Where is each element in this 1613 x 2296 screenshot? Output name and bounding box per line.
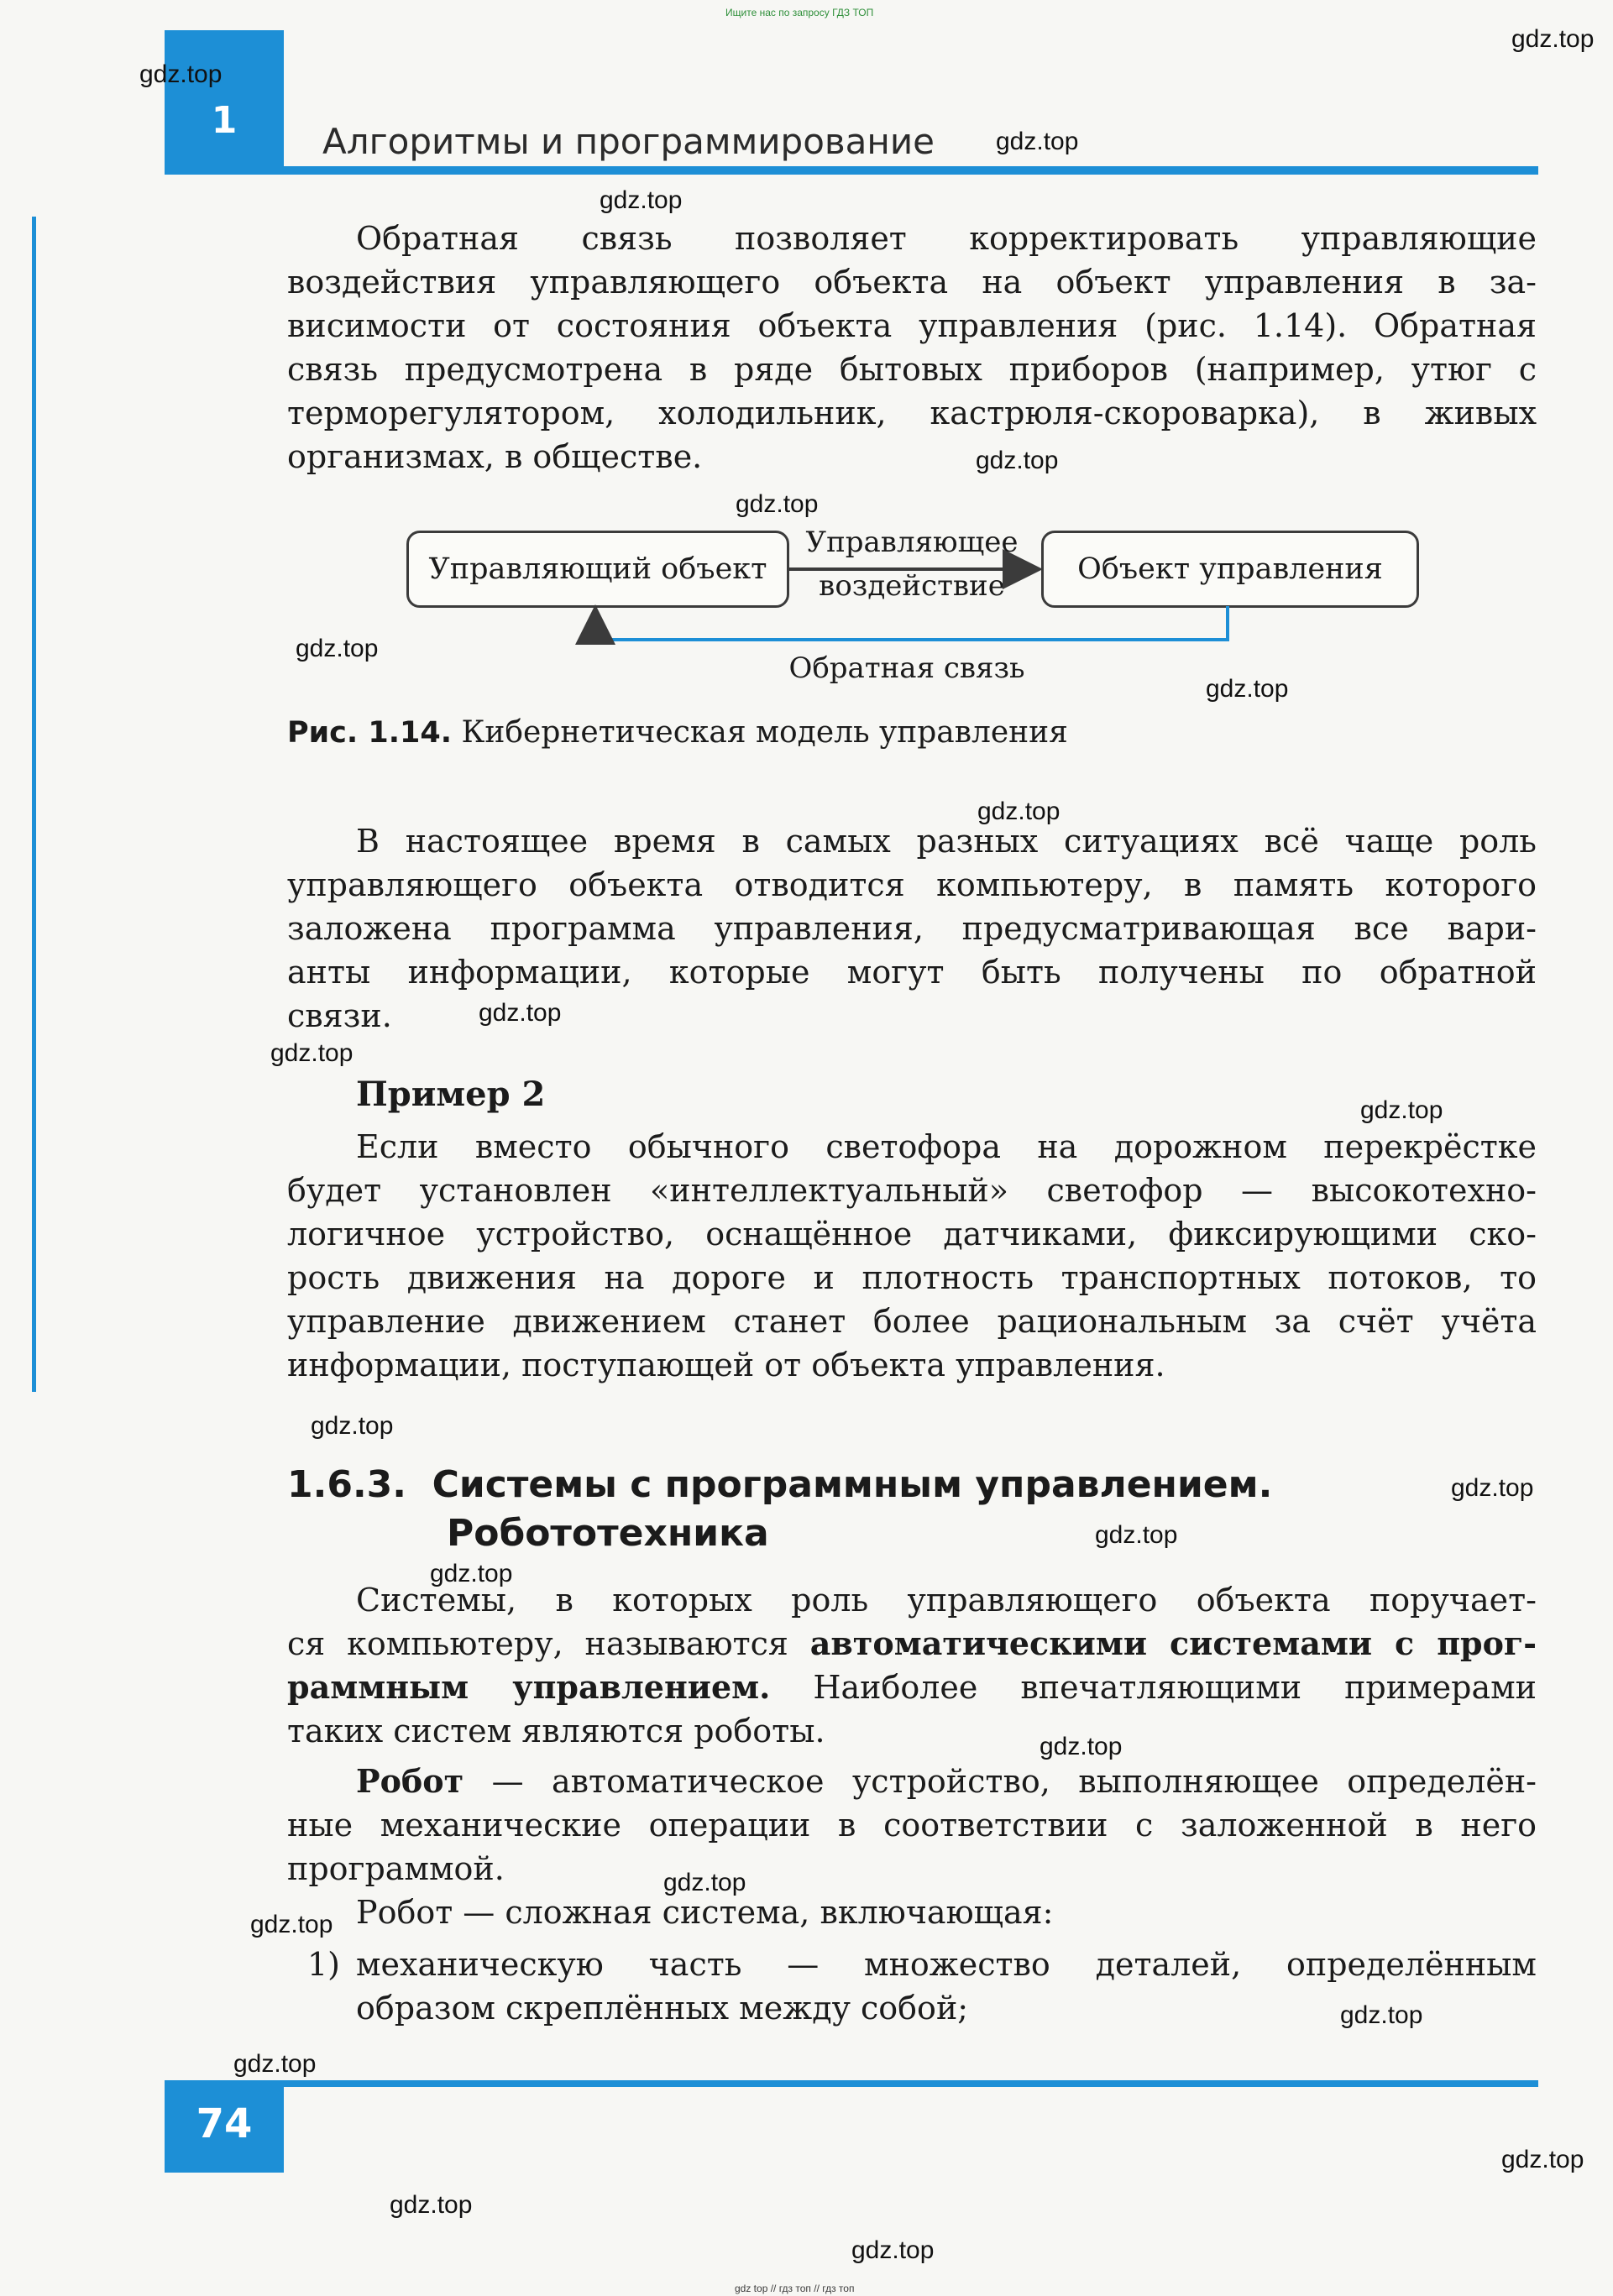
text-line: управляющего объекта отводится компьютеру, в память которого: [287, 866, 1537, 903]
paragraph-automatic-systems: [287, 1578, 1537, 1753]
page-number: 74: [196, 2100, 253, 2147]
feedback-label: Обратная связь: [788, 651, 1025, 685]
feedback-arrow: [595, 606, 1228, 640]
watermark: gdz.top: [1206, 675, 1289, 703]
term-bold: раммным управлением.: [287, 1668, 771, 1706]
text-line: Обратная связь позволяет корректировать управляющие: [356, 220, 1537, 257]
text-line: рость движения на дороге и плотность транспортных потоков, то: [287, 1259, 1537, 1296]
watermark: gdz.top: [390, 2191, 473, 2219]
example-title: Пример 2: [356, 1075, 546, 1114]
text-line: воздействия управляющего объекта на объект управления в за-: [287, 264, 1537, 301]
paragraph-robot-system: [287, 1891, 1537, 1934]
text-line: таких систем являются роботы.: [287, 1713, 825, 1749]
text-line: программой.: [287, 1850, 505, 1887]
figure-label: Рис. 1.14.: [287, 716, 453, 750]
watermark: gdz.top: [1040, 1733, 1123, 1760]
text-line: ные механические операции в соответствии с заложенной в него: [287, 1807, 1537, 1844]
text-line: Если вместо обычного светофора на дорожном перекрёстке: [356, 1128, 1537, 1165]
text-line: заложена программа управления, предусматривающая все вари-: [287, 910, 1537, 947]
watermark: gdz.top: [977, 798, 1060, 825]
paragraph-computer-control: [287, 819, 1537, 1038]
section-number: 1.6.3.: [287, 1463, 406, 1506]
term-bold: Робот: [356, 1762, 464, 1800]
watermark: gdz.top: [1340, 2001, 1423, 2029]
controlled-label: Объект управления: [1077, 552, 1383, 586]
footer-rule: [165, 2080, 1538, 2087]
watermark: gdz.top: [996, 128, 1079, 155]
text-line: ся компьютеру, называются автоматическими системами с прог-: [287, 1624, 1537, 1662]
paragraph-example: [287, 1125, 1537, 1387]
watermark: gdz.top: [851, 2236, 935, 2264]
text-line: организмах, в обществе.: [287, 438, 703, 475]
text-line: логичное устройство, оснащённое датчиками, фиксирующими ско-: [287, 1216, 1537, 1253]
text-line: Робот — автоматическое устройство, выполняющее определён-: [356, 1762, 1537, 1800]
text-line: будет установлен «интеллектуальный» светофор — высокотехно-: [287, 1172, 1537, 1209]
watermark: gdz.top: [663, 1869, 746, 1896]
text-line: В настоящее время в самых разных ситуациях всё чаще роль: [356, 823, 1537, 860]
watermark: gdz.top: [311, 1412, 394, 1440]
figure-caption-text: Кибернетическая модель управления: [461, 715, 1068, 750]
list-item-marker: 1): [307, 1946, 341, 1983]
controller-label: Управляющий объект: [428, 552, 767, 586]
text-line: связь предусмотрена в ряде бытовых приборов (например, утюг с: [287, 351, 1537, 388]
action-label-line1: Управляющее: [805, 526, 1019, 559]
term-bold: автоматическими системами с прог-: [809, 1624, 1537, 1662]
watermark: gdz.top: [139, 60, 223, 88]
text-line: анты информации, которые могут быть получены по обратной: [287, 954, 1537, 991]
text-line: Робот — сложная система, включающая:: [356, 1894, 1054, 1931]
watermark: gdz.top: [1095, 1521, 1178, 1549]
watermark: gdz.top: [600, 186, 683, 214]
chapter-title: Алгоритмы и программирование: [322, 121, 935, 162]
text-line: висимости от состояния объекта управления (рис. 1.14). Обратная: [287, 307, 1537, 344]
action-label-line2: воздействие: [819, 569, 1005, 603]
text-line: управление движением станет более рациональным за счёт учёта: [287, 1303, 1537, 1340]
text-line: Системы, в которых роль управляющего объекта поручает-: [356, 1582, 1537, 1619]
watermark: gdz.top: [430, 1560, 513, 1587]
watermark: gdz.top: [1360, 1096, 1443, 1124]
watermark: gdz.top: [479, 999, 562, 1027]
watermark: gdz.top: [233, 2050, 317, 2078]
watermark: gdz.top: [736, 490, 819, 518]
text-line: образом скреплённых между собой;: [356, 1990, 969, 2027]
watermark: gdz.top: [976, 447, 1059, 474]
figure-caption: [287, 715, 1068, 750]
watermark: gdz.top: [296, 635, 379, 662]
text-line: терморегулятором, холодильник, кастрюля-скороварка), в живых: [287, 395, 1537, 431]
bottom-note: gdz top // гдз топ // гдз топ: [735, 2283, 855, 2294]
section-title-line1: Системы с программным управлением.: [432, 1463, 1273, 1506]
section-title-line2: Робототехника: [447, 1512, 769, 1555]
watermark: gdz.top: [1451, 1474, 1534, 1502]
text-line: раммным управлением. Наиболее впечатляющими примерами: [287, 1668, 1537, 1706]
text-line: связи.: [287, 997, 392, 1034]
watermark: gdz.top: [250, 1911, 333, 1938]
text-line: информации, поступающей от объекта управления.: [287, 1347, 1165, 1383]
text-line: механическую часть — множество деталей, определённым: [356, 1946, 1537, 1983]
watermark: gdz.top: [1511, 25, 1595, 53]
paragraph-robot-definition: [287, 1760, 1537, 1891]
diagram-arrows: [0, 0, 1613, 756]
watermark: gdz.top: [270, 1039, 353, 1067]
top-note: Ищите нас по запросу ГДЗ ТОП: [725, 7, 874, 18]
watermark: gdz.top: [1501, 2146, 1584, 2173]
chapter-number: 1: [211, 99, 238, 142]
